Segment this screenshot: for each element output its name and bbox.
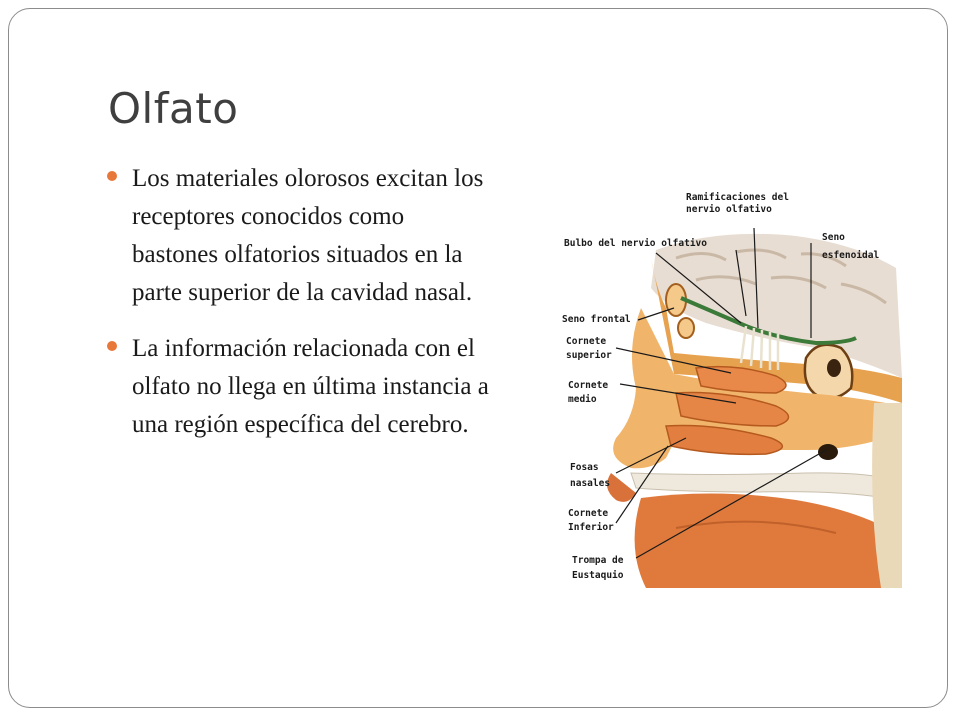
bullet-item	[106, 330, 496, 444]
label-ramificaciones-2: nervio olfativo	[686, 204, 772, 215]
label-fosas-1: Fosas	[570, 462, 599, 473]
slide-title: Olfato	[108, 84, 239, 133]
label-trompa-1: Trompa de	[572, 555, 624, 566]
label-cornete-superior-1: Cornete	[566, 336, 607, 347]
label-bulbo: Bulbo del nervio olfativo	[564, 238, 707, 249]
bullet-dot-icon	[107, 341, 117, 351]
label-cornete-inferior-1: Cornete	[568, 508, 609, 519]
bullet-text: La información relacionada con el olfato no llega en última instancia a una región específica del cerebro.	[132, 335, 489, 438]
label-seno-frontal: Seno frontal	[562, 314, 631, 325]
label-cornete-medio-1: Cornete	[568, 380, 609, 391]
bullet-list	[106, 160, 496, 462]
label-fosas-2: nasales	[570, 478, 611, 489]
label-cornete-superior-2: superior	[566, 350, 612, 361]
label-trompa-2: Eustaquio	[572, 570, 624, 581]
label-seno-esfenoidal-1: Seno	[822, 232, 845, 243]
label-seno-esfenoidal-2: esfenoidal	[822, 250, 880, 261]
label-cornete-medio-2: medio	[568, 394, 597, 405]
bullet-text: Los materiales olorosos excitan los receptores conocidos como bastones olfatorios situados en la parte superior de la cavidad nasal.	[132, 165, 484, 306]
eustachian-tube	[818, 444, 838, 460]
nasal-anatomy-diagram	[556, 188, 902, 588]
bullet-dot-icon	[107, 171, 117, 181]
label-ramificaciones-1: Ramificaciones del	[686, 192, 789, 203]
label-cornete-inferior-2: Inferior	[568, 522, 614, 533]
bullet-item	[106, 160, 496, 312]
